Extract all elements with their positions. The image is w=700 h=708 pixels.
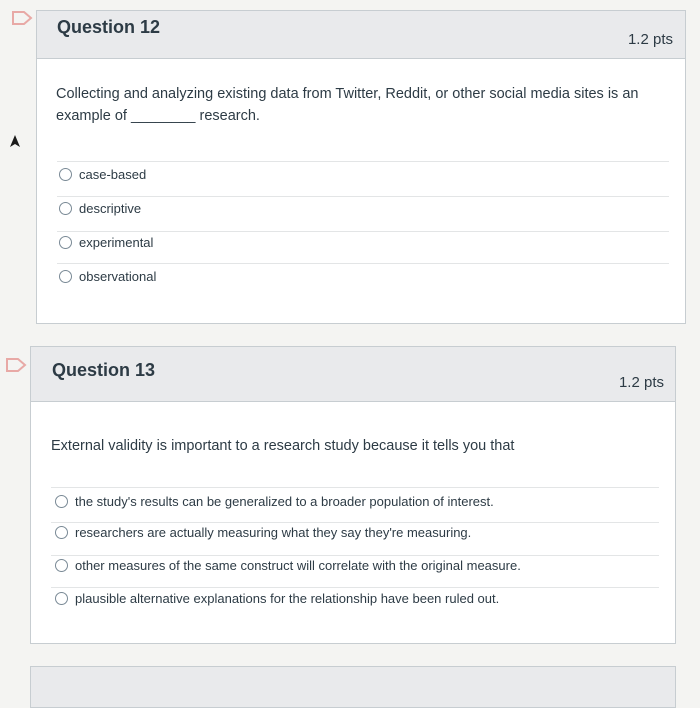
answer-divider xyxy=(57,231,669,232)
radio-button[interactable] xyxy=(59,168,72,181)
answer-option[interactable] xyxy=(59,201,141,216)
question-header xyxy=(37,11,685,59)
question-blank: ________ xyxy=(130,108,196,124)
radio-button[interactable] xyxy=(59,202,72,215)
question-13 xyxy=(30,346,676,644)
flag-question-icon[interactable] xyxy=(6,358,28,372)
answer-option[interactable] xyxy=(59,235,153,250)
answer-divider xyxy=(57,161,669,162)
answer-option[interactable] xyxy=(55,591,499,606)
radio-button[interactable] xyxy=(55,526,68,539)
question-text-prefix: Collecting and analyzing existing data from Twitter, Reddit, or other social media sites is an example of xyxy=(56,86,639,124)
answer-option[interactable] xyxy=(55,525,471,540)
question-text-suffix: research. xyxy=(199,108,260,124)
answer-option[interactable] xyxy=(59,269,156,284)
question-text: External validity is important to a research study because it tells you that xyxy=(51,438,515,454)
radio-button[interactable] xyxy=(55,559,68,572)
radio-button[interactable] xyxy=(55,592,68,605)
answer-divider xyxy=(57,196,669,197)
question-header xyxy=(31,667,675,708)
answer-option[interactable] xyxy=(55,494,494,509)
radio-button[interactable] xyxy=(59,236,72,249)
answer-divider xyxy=(51,487,659,488)
mouse-pointer-icon xyxy=(8,133,22,151)
question-title: Question 12 xyxy=(57,17,161,37)
flag-question-icon[interactable] xyxy=(12,11,34,25)
question-header xyxy=(31,347,675,402)
question-points: 1.2 pts xyxy=(618,374,664,391)
answer-label: case-based xyxy=(79,167,147,182)
question-title: Question 13 xyxy=(52,360,156,380)
question-text xyxy=(56,83,676,127)
radio-button[interactable] xyxy=(55,495,68,508)
question-12 xyxy=(36,10,686,324)
question-points: 1.2 pts xyxy=(627,31,673,48)
answer-label: descriptive xyxy=(79,201,142,216)
answer-option[interactable] xyxy=(55,558,521,573)
answer-divider xyxy=(51,587,659,588)
answer-option[interactable] xyxy=(59,167,146,182)
answer-label: the study's results can be generalized to a broader population of interest. xyxy=(75,494,494,509)
radio-button[interactable] xyxy=(59,270,72,283)
answer-label: experimental xyxy=(79,235,154,250)
answer-label: plausible alternative explanations for the relationship have been ruled out. xyxy=(75,591,500,606)
answer-divider xyxy=(57,263,669,264)
answer-divider xyxy=(51,555,659,556)
answer-label: researchers are actually measuring what they say they're measuring. xyxy=(75,525,472,540)
answer-divider xyxy=(51,522,659,523)
next-question-card xyxy=(30,666,676,708)
answer-label: observational xyxy=(79,269,157,284)
answer-label: other measures of the same construct will correlate with the original measure. xyxy=(75,558,521,573)
